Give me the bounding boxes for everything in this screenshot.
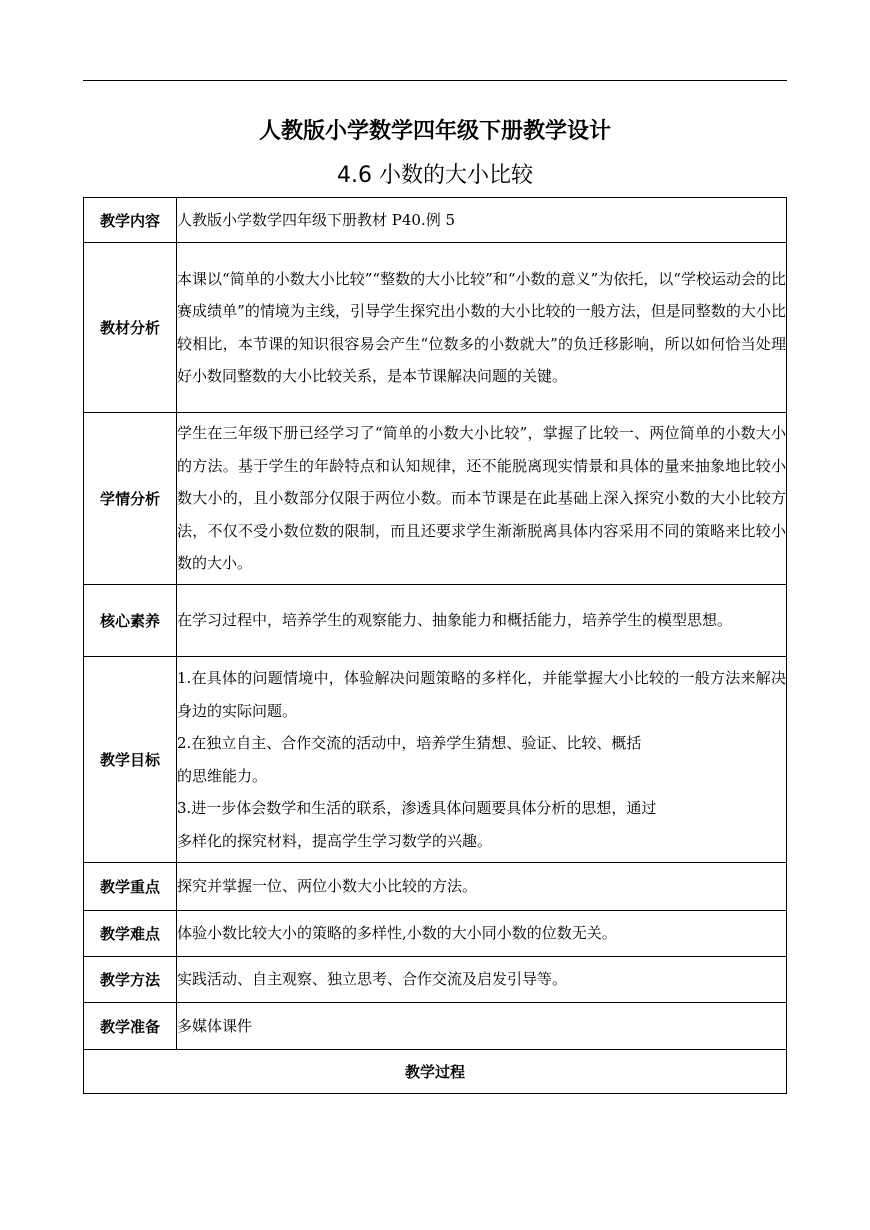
row-content: 学生在三年级下册已经学习了“简单的小数大小比较”，掌握了比较一、两位简单的小数大小的方法。基于学生的年龄特点和认知规律，还不能脱离现实情景和具体的量来抽象地比较小数大小的，且小数部分仅限于两位小数。而本节课是在此基础上深入探究小数的大小比较方法，不仅不受小数位数的限制，而且还要求学生渐渐脱离具体内容采用不同的策略来比较小数的大小。 xyxy=(177,413,787,585)
header-rule xyxy=(83,80,787,81)
table-row xyxy=(84,863,787,911)
document-title: 人教版小学数学四年级下册教学设计 xyxy=(258,119,611,144)
lesson-title: 4.6 小数的大小比较 xyxy=(337,163,533,188)
row-label: 教学难点 xyxy=(84,911,177,957)
row-label: 教学目标 xyxy=(84,657,177,863)
row-label: 学情分析 xyxy=(84,413,177,585)
row-label: 教材分析 xyxy=(84,243,177,413)
table-row xyxy=(84,657,787,863)
row-content: 人教版小学数学四年级下册教材 P40.例 5 xyxy=(177,198,787,243)
process-header: 教学过程 xyxy=(84,1050,787,1094)
row-content: 探究并掌握一位、两位小数大小比较的方法。 xyxy=(177,863,787,911)
row-label: 核心素养 xyxy=(84,585,177,657)
row-label: 教学方法 xyxy=(84,957,177,1003)
row-content: 多媒体课件 xyxy=(177,1003,787,1050)
table-row xyxy=(84,198,787,243)
table-row xyxy=(84,413,787,585)
row-content: 体验小数比较大小的策略的多样性,小数的大小同小数的位数无关。 xyxy=(177,911,787,957)
row-content: 实践活动、自主观察、独立思考、合作交流及启发引导等。 xyxy=(177,957,787,1003)
row-label: 教学重点 xyxy=(84,863,177,911)
row-content: 1.在具体的问题情境中，体验解决问题策略的多样化，并能掌握大小比较的一般方法来解决身边的实际问题。 2.在独立自主、合作交流的活动中，培养学生猜想、验证、比较、概括 的思维能力。 3.进一步体会数学和生活的联系，渗透具体问题要具体分析的思想，通过 多样化的探究材料，提高学生学习数学的兴趣。 xyxy=(177,657,787,863)
lesson-plan-table xyxy=(83,197,787,1094)
table-row xyxy=(84,1050,787,1094)
table-row xyxy=(84,243,787,413)
row-label: 教学准备 xyxy=(84,1003,177,1050)
table-row xyxy=(84,957,787,1003)
row-content: 在学习过程中，培养学生的观察能力、抽象能力和概括能力，培养学生的模型思想。 xyxy=(177,585,787,657)
table-row xyxy=(84,911,787,957)
row-content: 本课以“简单的小数大小比较”“整数的大小比较”和“小数的意义”为依托，以“学校运动会的比赛成绩单”的情境为主线，引导学生探究出小数的大小比较的一般方法，但是同整数的大小比较相比，本节课的知识很容易会产生“位数多的小数就大”的负迁移影响，所以如何恰当处理好小数同整数的大小比较关系，是本节课解决问题的关键。 xyxy=(177,243,787,413)
table-row xyxy=(84,1003,787,1050)
row-label: 教学内容 xyxy=(84,198,177,243)
table-row xyxy=(84,585,787,657)
